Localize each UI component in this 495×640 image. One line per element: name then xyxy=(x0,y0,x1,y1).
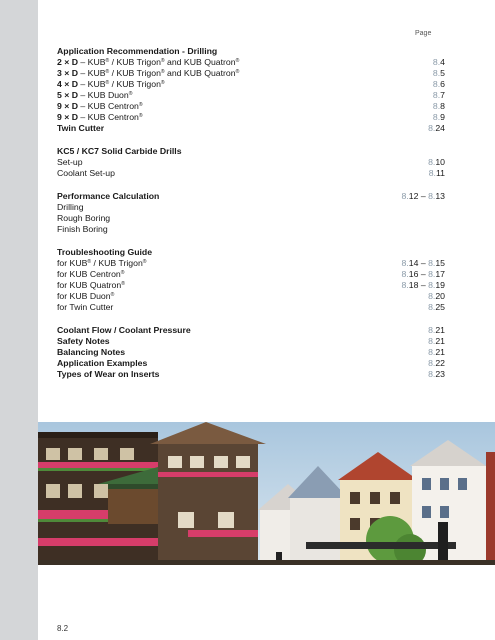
toc-entry[interactable] xyxy=(57,157,445,168)
toc-entry-label: Drilling xyxy=(57,202,84,212)
toc-entry-label: Coolant Flow / Coolant Pressure xyxy=(57,325,191,335)
footer-page-number: 8.2 xyxy=(57,624,69,633)
toc-entry[interactable] xyxy=(57,79,445,90)
toc-entry-label: Set-up xyxy=(57,157,83,167)
toc-section xyxy=(57,146,445,179)
toc-entry[interactable] xyxy=(57,213,445,224)
toc-entry-label: for KUB Quatron® xyxy=(57,280,125,290)
town-photo xyxy=(38,422,495,565)
toc-entry[interactable] xyxy=(57,68,445,79)
toc-entry-label: Finish Boring xyxy=(57,224,108,234)
toc-entry-page: 8.23 xyxy=(428,369,445,379)
toc-section xyxy=(57,325,445,380)
toc-entry-label: 5 × D – KUB Duon® xyxy=(57,90,133,100)
toc-entry[interactable] xyxy=(57,168,445,179)
toc-entry-page: 8.7 xyxy=(432,90,445,100)
toc-entry-label: KC5 / KC7 Solid Carbide Drills xyxy=(57,146,182,156)
toc-entry[interactable] xyxy=(57,57,445,68)
toc-entry-page: 8.6 xyxy=(432,79,445,89)
toc-entry[interactable] xyxy=(57,123,445,134)
toc-entry[interactable] xyxy=(57,224,445,235)
toc-entry-page: 8.14 – 8.15 xyxy=(401,258,445,268)
toc-entry[interactable] xyxy=(57,302,445,313)
page-column-header: Page xyxy=(415,30,432,37)
toc-entry-page: 8.5 xyxy=(432,68,445,78)
toc-entry-page: 8.11 xyxy=(428,168,445,178)
toc-entry-label: 9 × D – KUB Centron® xyxy=(57,112,143,122)
toc-entry-page: 8.22 xyxy=(428,358,445,368)
toc-entry[interactable] xyxy=(57,46,445,57)
toc-entry[interactable] xyxy=(57,90,445,101)
toc-entry-label: 4 × D – KUB® / KUB Trigon® xyxy=(57,79,165,89)
toc-entry[interactable] xyxy=(57,247,445,258)
toc-entry[interactable] xyxy=(57,269,445,280)
toc-entry-label: Twin Cutter xyxy=(57,123,105,133)
toc-entry-label: Safety Notes xyxy=(57,336,110,346)
left-sidebar-band xyxy=(0,0,38,640)
toc-entry-label: for Twin Cutter xyxy=(57,302,114,312)
toc-entry-label: Troubleshooting Guide xyxy=(57,247,153,257)
toc-entry-label: Application Recommendation - Drilling xyxy=(57,46,218,56)
toc-section xyxy=(57,46,445,134)
toc-entry-label: 3 × D – KUB® / KUB Trigon® and KUB Quatron® xyxy=(57,68,240,78)
toc-entry[interactable] xyxy=(57,325,445,336)
toc-entry-label: Coolant Set-up xyxy=(57,168,115,178)
toc-entry-page: 8.9 xyxy=(432,112,445,122)
toc-entry-label: 2 × D – KUB® / KUB Trigon® and KUB Quatron® xyxy=(57,57,240,67)
toc-entry[interactable] xyxy=(57,291,445,302)
toc-entry-page: 8.24 xyxy=(428,123,445,133)
toc-entry[interactable] xyxy=(57,146,445,157)
toc-entry[interactable] xyxy=(57,202,445,213)
toc-entry[interactable] xyxy=(57,369,445,380)
toc-entry-page: 8.10 xyxy=(428,157,445,167)
toc-entry-page: 8.4 xyxy=(432,57,445,67)
toc-entry[interactable] xyxy=(57,101,445,112)
toc-entry-page: 8.21 xyxy=(428,325,445,335)
toc-entry-page: 8.8 xyxy=(432,101,445,111)
toc-entry-page: 8.21 xyxy=(428,347,445,357)
toc-entry[interactable] xyxy=(57,347,445,358)
toc-entry-page: 8.21 xyxy=(428,336,445,346)
toc-entry-page: 8.25 xyxy=(428,302,445,312)
toc-entry-label: for KUB Duon® xyxy=(57,291,115,301)
toc-entry[interactable] xyxy=(57,280,445,291)
toc-entry[interactable] xyxy=(57,358,445,369)
toc-entry-label: for KUB® / KUB Trigon® xyxy=(57,258,147,268)
toc-entry[interactable] xyxy=(57,191,445,202)
toc-entry-label: for KUB Centron® xyxy=(57,269,125,279)
toc-entry-label: Application Examples xyxy=(57,358,148,368)
toc-entry-page: 8.18 – 8.19 xyxy=(401,280,445,290)
toc-entry-page: 8.16 – 8.17 xyxy=(401,269,445,279)
toc-entry-label: 9 × D – KUB Centron® xyxy=(57,101,143,111)
toc-entry[interactable] xyxy=(57,336,445,347)
toc-entry-label: Balancing Notes xyxy=(57,347,126,357)
toc-entry[interactable] xyxy=(57,258,445,269)
toc-entry-label: Types of Wear on Inserts xyxy=(57,369,160,379)
toc-entry-page: 8.20 xyxy=(428,291,445,301)
half-timbered-houses-illustration xyxy=(38,422,495,565)
table-of-contents xyxy=(57,46,445,392)
toc-entry-page: 8.12 – 8.13 xyxy=(401,191,445,201)
toc-entry-label: Rough Boring xyxy=(57,213,111,223)
toc-section xyxy=(57,191,445,235)
toc-entry[interactable] xyxy=(57,112,445,123)
toc-entry-label: Performance Calculation xyxy=(57,191,160,201)
toc-section xyxy=(57,247,445,313)
